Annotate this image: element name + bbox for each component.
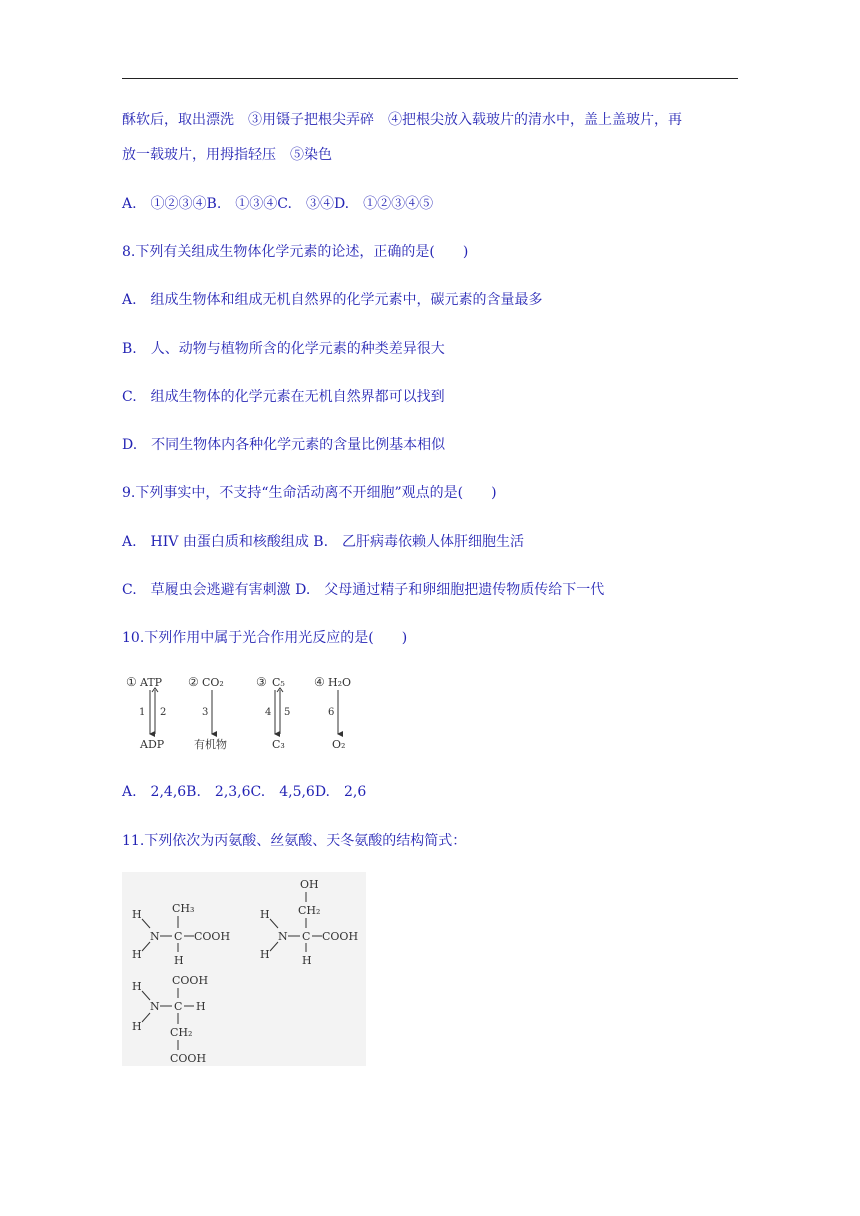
structures-background xyxy=(122,872,366,1066)
header-rule xyxy=(122,78,738,79)
aspartate-h2: H xyxy=(132,1020,142,1033)
serine-oh: OH xyxy=(300,878,319,891)
aspartate-n: N xyxy=(150,1000,160,1013)
serine-side: CH₂ xyxy=(298,904,321,917)
aspartate-cooh-bottom: COOH xyxy=(170,1052,207,1065)
diagram-label-5: 5 xyxy=(284,707,291,718)
aspartate-h3: H xyxy=(196,1000,206,1013)
diagram-label-4: 4 xyxy=(265,707,272,718)
diagram-top-1: ATP xyxy=(140,676,163,689)
serine-h2: H xyxy=(260,948,270,961)
diagram-top-4: H₂O xyxy=(328,676,352,689)
alanine-h2: H xyxy=(132,948,142,961)
diagram-bottom-3: C₃ xyxy=(272,738,285,751)
q11-stem: 11.下列依次为丙氨酸、丝氨酸、天冬氨酸的结构简式： xyxy=(122,833,467,849)
serine-n: N xyxy=(278,930,288,943)
aspartate-cooh-top: COOH xyxy=(172,974,209,987)
diagram-num-1: ① xyxy=(126,675,137,689)
text-line-1: 酥软后，取出漂洗 ③用镊子把根尖弄碎 ④把根尖放入载玻片的清水中，盖上盖玻片，再 xyxy=(122,112,682,128)
serine-cooh: COOH xyxy=(322,930,359,943)
q9-options-cd: C. 草履虫会逃避有害刺激 D. 父母通过精子和卵细胞把遗传物质传给下一代 xyxy=(122,582,605,598)
diagram-bottom-4: O₂ xyxy=(332,738,346,751)
alanine-side: CH₃ xyxy=(172,902,195,915)
diagram-label-2: 2 xyxy=(160,707,167,718)
q8-option-c: C. 组成生物体的化学元素在无机自然界都可以找到 xyxy=(122,389,445,405)
serine-c: C xyxy=(302,930,311,943)
diagram-label-6: 6 xyxy=(328,707,335,718)
diagram-top-3: C₅ xyxy=(272,676,285,689)
serine-h3: H xyxy=(302,954,312,967)
aspartate-side: CH₂ xyxy=(170,1026,193,1039)
q8-option-b: B. 人、动物与植物所含的化学元素的种类差异很大 xyxy=(122,341,445,357)
alanine-h1: H xyxy=(132,908,142,921)
serine-h1: H xyxy=(260,908,270,921)
diagram-bottom-2: 有机物 xyxy=(194,738,227,751)
aspartate-h1: H xyxy=(132,980,142,993)
q7-options: A. ①②③④B. ①③④C. ③④D. ①②③④⑤ xyxy=(122,196,434,212)
diagram-num-3: ③ xyxy=(256,675,267,689)
alanine-h3: H xyxy=(174,954,184,967)
text-line-2: 放一载玻片，用拇指轻压 ⑤染色 xyxy=(122,147,332,163)
alanine-cooh: COOH xyxy=(194,930,231,943)
alanine-n: N xyxy=(150,930,160,943)
diagram-bottom-1: ADP xyxy=(140,738,165,751)
aspartate-c: C xyxy=(174,1000,183,1013)
q9-stem: 9.下列事实中，不支持“生命活动离不开细胞”观点的是( ) xyxy=(122,485,497,501)
q8-option-a: A. 组成生物体和组成无机自然界的化学元素中，碳元素的含量最多 xyxy=(122,292,543,308)
amino-acid-structures xyxy=(122,872,366,1066)
q9-options-ab: A. HIV 由蛋白质和核酸组成 B. 乙肝病毒依赖人体肝细胞生活 xyxy=(122,534,525,550)
diagram-label-1: 1 xyxy=(139,707,146,718)
q8-stem: 8.下列有关组成生物体化学元素的论述，正确的是( ) xyxy=(122,244,469,260)
alanine-c: C xyxy=(174,930,183,943)
diagram-num-4: ④ xyxy=(314,675,325,689)
reaction-diagram xyxy=(120,670,370,755)
q10-options: A. 2,4,6B. 2,3,6C. 4,5,6D. 2,6 xyxy=(122,784,367,800)
q10-stem: 10.下列作用中属于光合作用光反应的是( ) xyxy=(122,630,408,646)
q8-option-d: D. 不同生物体内各种化学元素的含量比例基本相似 xyxy=(122,437,446,453)
diagram-num-2: ② xyxy=(188,675,199,689)
diagram-label-3: 3 xyxy=(202,707,209,718)
diagram-top-2: CO₂ xyxy=(202,676,224,689)
